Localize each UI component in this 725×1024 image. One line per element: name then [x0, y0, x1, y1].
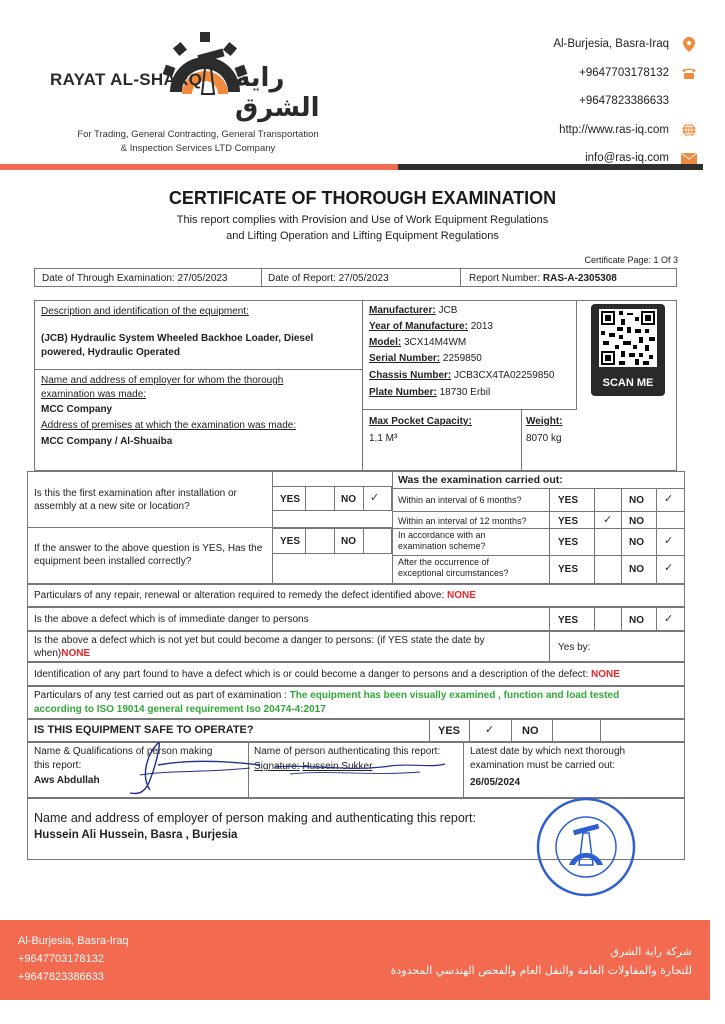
signature-col-2: [463, 742, 464, 798]
identification-text: [34, 668, 620, 681]
qr-pattern: [599, 309, 657, 367]
safe-question: IS THIS EQUIPMENT SAFE TO OPERATE?: [34, 724, 254, 736]
plate-label: Plate Number:: [369, 387, 437, 398]
model-value: 3CX14M4WM: [404, 337, 467, 348]
installed-div2: [334, 528, 335, 554]
carried-row-line-3: [392, 528, 685, 529]
first-exam-div3: [363, 486, 364, 511]
document-subtitle: [0, 212, 725, 244]
safe-col-4: [552, 719, 553, 742]
first-exam-no-check: ✓: [370, 492, 380, 504]
installed-div1: [305, 528, 306, 554]
capacity-top-line: [362, 409, 576, 410]
manufacturer: [369, 304, 457, 317]
future-danger-line2-wrap: [34, 647, 90, 660]
report-number-label: Report Number:: [469, 273, 541, 284]
location-pin-icon: [681, 36, 697, 52]
letterhead: [0, 0, 725, 170]
phone2-text: +9647823386633: [579, 95, 669, 108]
employer-block-value: Hussein Ali Hussein, Basra , Burjesia: [34, 829, 238, 841]
danger-no: NO: [629, 615, 644, 626]
identification-value: NONE: [591, 669, 620, 680]
employer-label-line2: examination was made:: [41, 389, 147, 400]
safe-yes: YES: [438, 725, 461, 737]
interval6-label: Within an interval of 6 months?: [398, 495, 522, 505]
phone-spacer: [681, 93, 697, 109]
yes-by: Yes by:: [558, 642, 591, 653]
company-logo: [50, 30, 350, 125]
danger-col-3: [621, 607, 622, 631]
equipment-divider: [362, 300, 363, 471]
certificate-page: Certificate Page: 1 Of 3: [584, 255, 678, 265]
weight-label: Weight:: [526, 416, 563, 427]
scheme-label: [398, 530, 486, 552]
document-title: CERTIFICATE OF THOROUGH EXAMINATION: [168, 188, 557, 208]
first-exam-no: NO: [341, 494, 356, 505]
interval12-no: NO: [629, 516, 644, 527]
year-label: Year of Manufacture:: [369, 321, 468, 332]
scheme-no-check: ✓: [664, 535, 674, 547]
danger-col-1: [549, 607, 550, 631]
safe-no: NO: [522, 725, 539, 737]
employer-value: MCC Company: [41, 404, 113, 415]
auth-label: Name of person authenticating this report:: [254, 746, 441, 757]
test-text: [34, 689, 619, 702]
danger-yes: YES: [558, 615, 579, 626]
test-value-line2: according to ISO 19014 general requirement Iso 20474-4:2017: [34, 704, 326, 715]
employer-block-label: Name and address of employer of person making and authenticating this report:: [34, 811, 476, 825]
info-divider-2: [460, 268, 461, 287]
scheme-line2: examination scheme?: [398, 541, 486, 551]
plate-number: [369, 386, 490, 399]
first-exam-div1: [305, 486, 306, 511]
interval6-no: NO: [629, 495, 644, 506]
header-band-orange: [0, 164, 398, 170]
footer-arabic-line2: للتجارة والمقاولات العامة والنقل العام والفحص الهندسي المحدودة: [390, 964, 692, 977]
contact-list: [553, 30, 697, 173]
premises-label: Address of premises at which the examination was made:: [41, 420, 297, 431]
interval12-yes: YES: [558, 516, 579, 527]
contact-phone2: [553, 87, 697, 116]
exceptional-yes: YES: [558, 564, 579, 575]
info-divider-1: [261, 268, 262, 287]
report-number-value: RAS-A-2305308: [542, 273, 617, 284]
installed-no: NO: [341, 536, 356, 547]
employer-label-line1: Name and address of employer for whom the thorough: [41, 375, 284, 386]
footer-phone1: +9647703178132: [18, 953, 104, 965]
footer-arabic: [391, 942, 692, 980]
website-link[interactable]: http://www.ras-iq.com: [559, 123, 669, 136]
auth-sig-label: Signature:: [254, 761, 300, 772]
contact-address: [553, 30, 697, 59]
first-exam-yes: YES: [280, 494, 301, 505]
contact-website[interactable]: [553, 116, 697, 145]
logo-name: RAYAT AL-SHARQ: [50, 70, 203, 89]
interval12-label: Within an interval of 12 months?: [398, 516, 527, 526]
installed-question: If the answer to the above question is YES, Has the equipment been installed correctly?: [34, 543, 263, 567]
future-danger-value: NONE: [61, 648, 91, 659]
future-danger-line2: when): [34, 648, 62, 659]
email-link[interactable]: info@ras-iq.com: [585, 152, 669, 165]
next-exam-date: 26/05/2024: [470, 777, 521, 788]
safe-yes-check: ✓: [485, 724, 495, 736]
serial-value: 2259850: [442, 353, 482, 364]
chassis-number: [369, 369, 554, 382]
tagline-line2: & Inspection Services LTD Company: [120, 143, 276, 154]
footer: [0, 920, 710, 1000]
plate-value: 18730 Erbil: [439, 387, 491, 398]
premises-value: MCC Company / Al-Shuaiba: [41, 436, 173, 447]
serial-number: [369, 352, 482, 365]
installed-div3: [363, 528, 364, 554]
year-of-manufacture: [369, 320, 493, 333]
maker-signature: [110, 735, 270, 797]
footer-phone2: +9647823386633: [18, 971, 104, 983]
future-danger-col: [549, 631, 550, 662]
serial-label: Serial Number:: [369, 353, 441, 364]
first-exam-question: Is this the first examination after installation or assembly at a new site or location?: [34, 488, 237, 512]
carried-row-line-4: [392, 555, 685, 556]
safe-col-2: [469, 719, 470, 742]
exceptional-no: NO: [629, 564, 644, 575]
manufacturer-label: Manufacturer:: [369, 305, 436, 316]
report-date: Date of Report: 27/05/2023: [268, 273, 389, 284]
capacity-label: Max Pocket Capacity:: [369, 416, 472, 427]
footer-contacts: [18, 932, 129, 986]
carried-row-line-1: [392, 488, 685, 489]
tagline: [48, 128, 348, 156]
footer-arabic-line1: شركة راية الشرق: [610, 945, 692, 958]
exam-date: Date of Through Examination: 27/05/2023: [42, 273, 228, 284]
tagline-line1: For Trading, General Contracting, General Transportation: [77, 129, 319, 140]
carried-col-3: [621, 488, 622, 584]
address-text: Al-Burjesia, Basra-Iraq: [553, 38, 669, 51]
scan-me-label: SCAN ME: [602, 377, 654, 389]
installed-yes: YES: [280, 536, 301, 547]
maker-name: Aws Abdullah: [34, 775, 100, 786]
danger-col-4: [656, 607, 657, 631]
exceptional-no-check: ✓: [664, 562, 674, 574]
qr-code[interactable]: [591, 304, 665, 396]
maker-label-line1: Name & Qualifications of person making: [34, 746, 213, 757]
year-value: 2013: [470, 321, 493, 332]
phone1-text: +9647703178132: [579, 66, 669, 79]
exceptional-label: [398, 557, 509, 579]
model-label: Model:: [369, 337, 402, 348]
capacity-value: 1.1 M³: [369, 433, 398, 444]
phone-icon: [681, 65, 697, 81]
exceptional-line1: After the occurrence of: [398, 557, 490, 567]
description-line1: (JCB) Hydraulic System Wheeled Backhoe Loader, Diesel: [41, 333, 314, 344]
qr-divider: [576, 300, 577, 410]
logo-arabic: راية الشرق: [235, 63, 320, 123]
employer-top-line: [34, 369, 362, 370]
safe-col-5: [600, 719, 601, 742]
danger-text: Is the above a defect which is of immediate danger to persons: [34, 614, 309, 625]
exceptional-line2: exceptional circumstances?: [398, 568, 509, 578]
repair-text: [34, 589, 476, 602]
description-line2: powered, Hydraulic Operated: [41, 347, 180, 358]
company-stamp: [517, 797, 655, 897]
repair-value: NONE: [447, 590, 476, 601]
header-band-dark: [398, 164, 703, 170]
chassis-value: JCB3CX4TA02259850: [454, 370, 555, 381]
safe-col-1: [429, 719, 430, 742]
carried-col-1: [549, 488, 550, 584]
danger-no-check: ✓: [664, 613, 674, 625]
capacity-divider: [521, 409, 522, 471]
maker-label-line2: this report:: [34, 760, 82, 771]
scheme-line1: In accordance with an: [398, 530, 486, 540]
test-value-line1: The equipment has been visually examined , function and load tested: [289, 690, 620, 701]
future-danger-line1: Is the above a defect which is not yet but could become a danger to persons: (if YES state the date by: [34, 635, 485, 646]
interval6-yes: YES: [558, 495, 579, 506]
chassis-label: Chassis Number:: [369, 370, 452, 381]
repair-label: Particulars of any repair, renewal or alteration required to remedy the defect identified above:: [34, 590, 445, 601]
description-label: Description and identification of the equipment:: [41, 306, 249, 317]
footer-address: Al-Burjesia, Basra-Iraq: [18, 935, 129, 947]
subtitle-line2: and Lifting Operation and Lifting Equipment Regulations: [226, 230, 499, 242]
carried-col-4: [656, 488, 657, 584]
next-exam-line1: Latest date by which next thorough: [470, 746, 626, 757]
subtitle-line1: This report complies with Provision and Use of Work Equipment Regulations: [176, 214, 549, 226]
stamp-seal: [517, 797, 655, 897]
danger-col-2: [594, 607, 595, 631]
auth-signature-mark: [270, 752, 450, 782]
carried-out-header: Was the examination carried out:: [398, 474, 563, 486]
model: [369, 336, 466, 349]
auth-name: Hussein Sukker: [302, 761, 373, 772]
carried-col-2: [594, 488, 595, 584]
safe-col-3: [511, 719, 512, 742]
identification-label: Identification of any part found to have a defect which is or could become a danger to persons and a description of the defect:: [34, 669, 589, 680]
weight-value: 8070 kg: [526, 433, 562, 444]
globe-icon: [681, 122, 697, 138]
test-label: Particulars of any test carried out as part of examination :: [34, 690, 287, 701]
scheme-no: NO: [629, 537, 644, 548]
interval12-yes-check: ✓: [603, 514, 613, 526]
next-exam-line2: examination must be carried out:: [470, 760, 616, 771]
scheme-yes: YES: [558, 537, 579, 548]
first-exam-div2: [334, 486, 335, 511]
contact-phone1: [553, 59, 697, 88]
report-number: [469, 272, 617, 285]
carried-row-line-2: [392, 511, 685, 512]
interval6-no-check: ✓: [664, 493, 674, 505]
manufacturer-value: JCB: [438, 305, 458, 316]
